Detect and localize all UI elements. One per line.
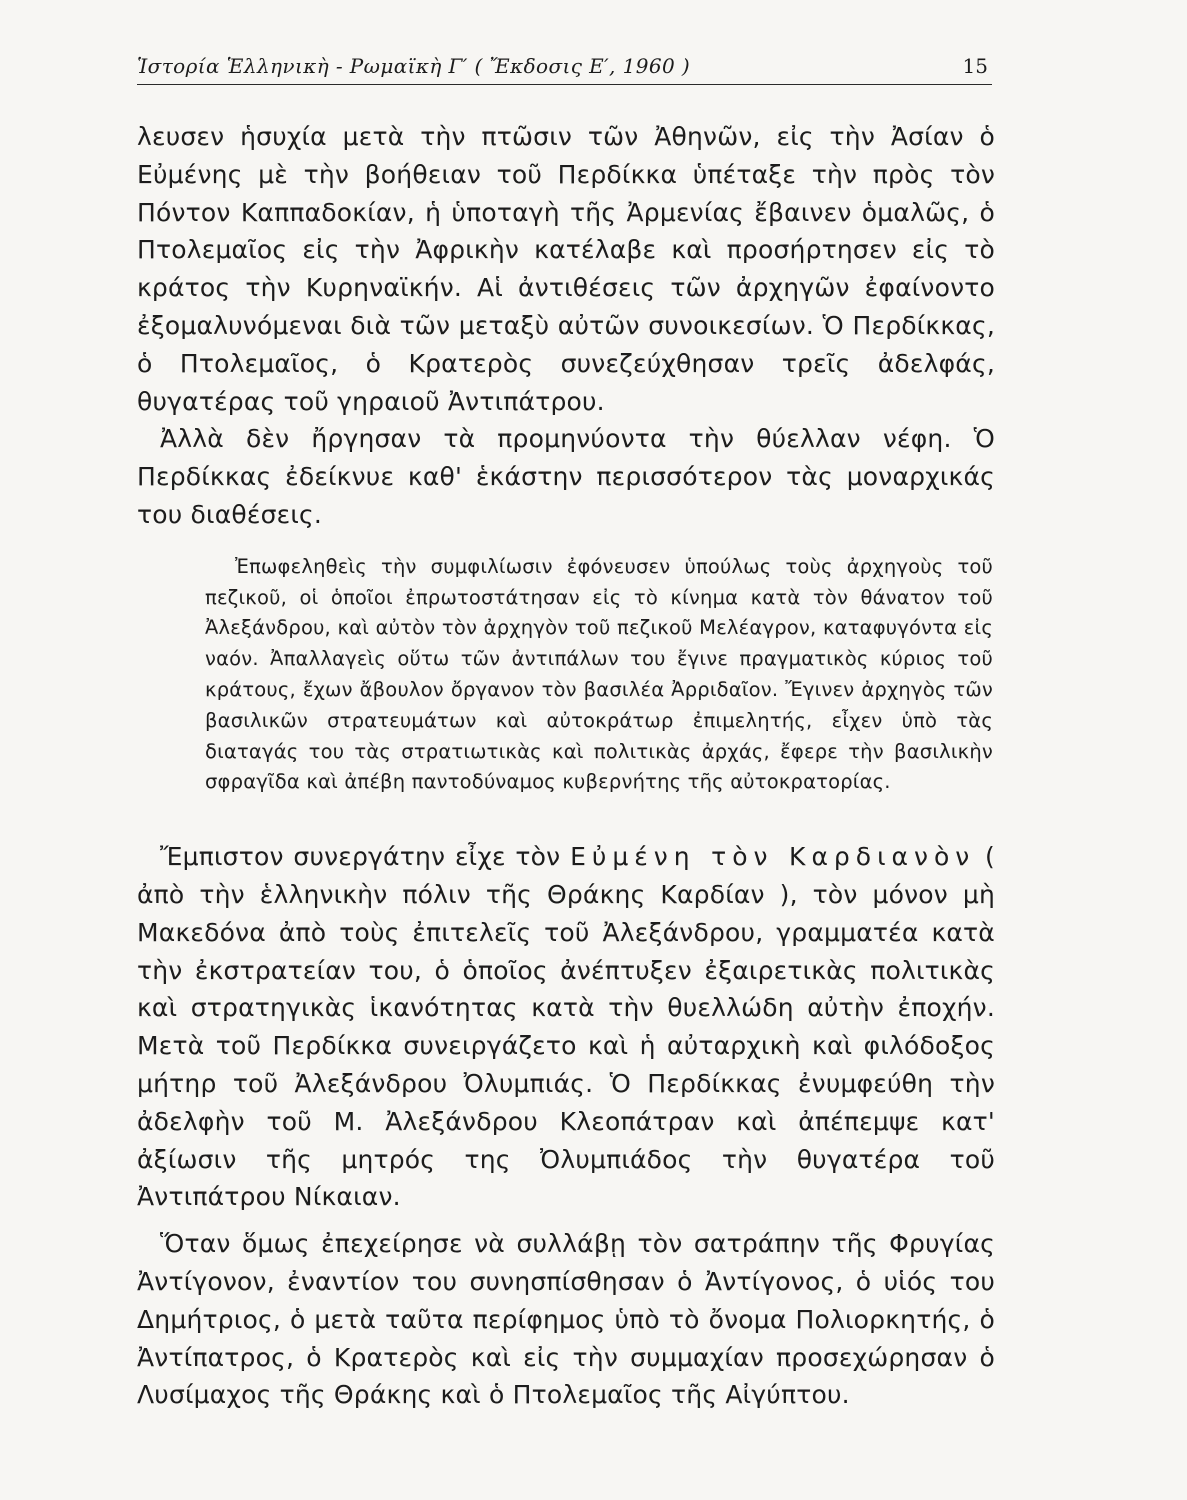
small-print-paragraph: Ἐπωφεληθεὶς τὴν συμφιλίωσιν ἐφόνευσεν ὑπούλως τοὺς ἀρχηγοὺς τοῦ πεζικοῦ, οἱ ὁποῖοι ἐπρωτοστάτησαν εἰς τὸ κίνημα κατὰ τὸν θάνατον τοῦ Ἀλεξάνδρου, καὶ αὐτὸν τὸν ἀρχηγὸν τοῦ πεζικοῦ Μελέαγρον, καταφυγόντα εἰς ναόν. Ἀπαλλαγεὶς οὕτω τῶν ἀντιπάλων του ἔγινε πραγματικὸς κύριος τοῦ κράτους, ἔχων ἄβουλον ὄργανον τὸν βασιλέα Ἀρριδαῖον. Ἔγινεν ἀρχηγὸς τῶν βασιλικῶν στρατευμάτων καὶ αὐτοκράτωρ ἐπιμελητής, εἶχεν ὑπὸ τὰς διαταγάς του τὰς στρατιωτικὰς καὶ πολιτικὰς ἀρχάς, ἔφερε τὴν βασιλικὴν σφραγῖδα καὶ ἀπέβη παντοδύναμος κυβερνήτης τῆς αὐτοκρατορίας. — [205, 554, 993, 794]
spacer — [137, 534, 995, 552]
emphasized-name: Εὐμένη τὸν Καρδιανὸν — [570, 842, 976, 872]
paragraph-3-rest: ( ἀπὸ τὴν ἑλληνικὴν πόλιν τῆς Θράκης Καρδίαν ), τὸν μόνον μὴ Μακεδόνα ἀπὸ τοὺς ἐπιτελεῖς τοῦ Ἀλεξάνδρου, γραμματέα κατὰ τὴν ἐκστρατείαν του, ὁ ὁποῖος ἀνέπτυξεν ἐξαιρετικὰς πολιτικὰς καὶ στρατηγικὰς ἱκανότητας κατὰ τὴν θυελλώδη αὐτὴν ἐποχήν. Μετὰ τοῦ Περδίκκα συνειργάζετο καὶ ἡ αὐταρχικὴ καὶ φιλόδοξος μήτηρ τοῦ Ἀλεξάνδρου Ὀλυμπιάς. Ὁ Περδίκκας ἐνυμφεύθη τὴν ἀδελφὴν τοῦ Μ. Ἀλεξάνδρου Κλεοπάτραν καὶ ἀπέπεμψε κατ' ἀξίωσιν τῆς μητρός της Ὀλυμπιάδος τὴν θυγατέρα τοῦ Ἀντιπάτρου Νίκαιαν. — [137, 842, 995, 1212]
paragraph-2: Ἀλλὰ δὲν ἤργησαν τὰ προμηνύοντα τὴν θύελλαν νέφη. Ὁ Περδίκκας ἐδείκνυε καθ' ἑκάστην περισσότερον τὰς μοναρχικάς του διαθέσεις. — [137, 424, 995, 529]
page-number: 15 — [962, 54, 988, 78]
paragraph-3 — [137, 838, 995, 1216]
paragraph-3-start: Ἔμπιστον συνεργάτην εἶχε τὸν — [160, 842, 561, 872]
spacer — [137, 1216, 995, 1225]
paragraph-4: Ὅταν ὅμως ἐπεχείρησε νὰ συλλάβῃ τὸν σατράπην τῆς Φρυγίας Ἀντίγονον, ἐναντίον του συνησπίσθησαν ὁ Ἀντίγονος, ὁ υἱός του Δημήτριος, ὁ μετὰ ταῦτα περίφημος ὑπὸ τὸ ὄνομα Πολιορκητής, ὁ Ἀντίπατρος, ὁ Κρατερὸς καὶ εἰς τὴν συμμαχίαν προσεχώρησαν ὁ Λυσίμαχος τῆς Θράκης καὶ ὁ Πτολεμαῖος τῆς Αἰγύπτου. — [137, 1229, 995, 1410]
running-title: Ἱστορία Ἑλληνικὴ - Ρωμαϊκὴ Γ′ ( Ἔκδοσις Ε′, 1960 ) — [137, 54, 691, 78]
spacer — [137, 798, 995, 838]
paragraph-1: λευσεν ἡσυχία μετὰ τὴν πτῶσιν τῶν Ἀθηνῶν, εἰς τὴν Ἀσίαν ὁ Εὐμένης μὲ τὴν βοήθειαν τοῦ Περδίκκα ὑπέταξε τὴν πρὸς τὸν Πόντον Καππαδοκίαν, ἡ ὑποταγὴ τῆς Ἀρμενίας ἔβαινεν ὁμαλῶς, ὁ Πτολεμαῖος εἰς τὴν Ἀφρικὴν κατέλαβε καὶ προσήρτησεν εἰς τὸ κράτος τὴν Κυρηναϊκήν. Αἱ ἀντιθέσεις τῶν ἀρχηγῶν ἐφαίνοντο ἐξομαλυνόμεναι διὰ τῶν μεταξὺ αὐτῶν συνοικεσίων. Ὁ Περδίκκας, ὁ Πτολεμαῖος, ὁ Κρατερὸς συνεζεύχθησαν τρεῖς ἀδελφάς, θυγατέρας τοῦ γηραιοῦ Ἀντιπάτρου. — [137, 122, 995, 416]
running-header — [137, 50, 992, 85]
body-text — [137, 118, 995, 1414]
